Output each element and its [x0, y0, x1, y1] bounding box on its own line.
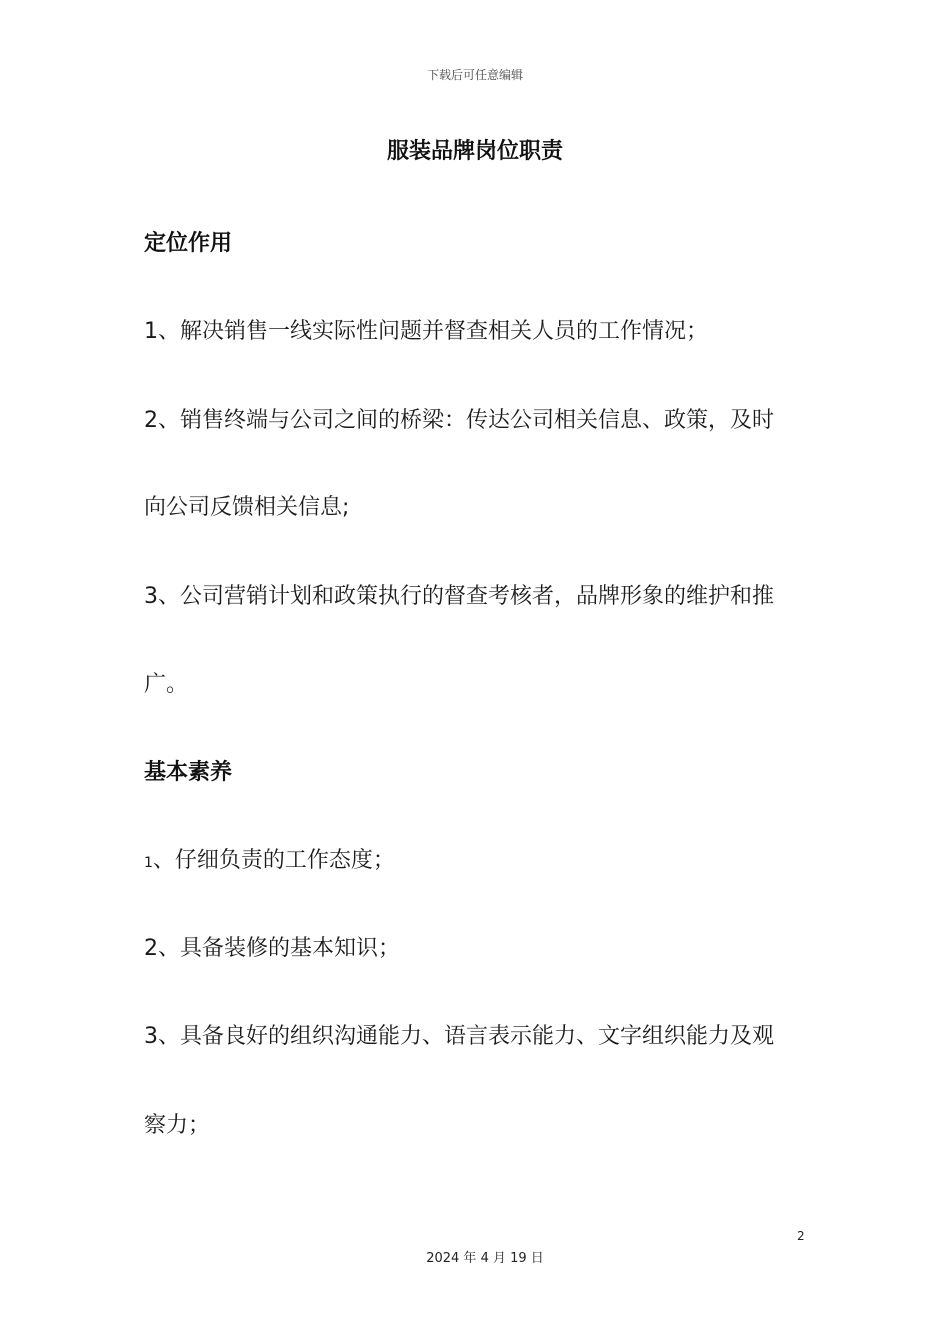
page-number: 2	[797, 1229, 805, 1243]
paragraph-line: 察力；	[144, 1113, 211, 1138]
header-note: 下载后可任意编辑	[426, 68, 523, 82]
paragraph-line: 1、解决销售一线实际性问题并督查相关人员的工作情况；	[144, 319, 708, 344]
paragraph-line: 2、销售终端与公司之间的桥梁：传达公司相关信息、政策，及时	[144, 408, 774, 433]
paragraph-line: 3、公司营销计划和政策执行的督查考核者，品牌形象的维护和推	[144, 584, 774, 609]
document-title: 服装品牌岗位职责	[386, 139, 563, 164]
paragraph-line: 向公司反馈相关信息;	[144, 495, 350, 520]
list-number: 1	[144, 855, 153, 871]
section-heading-positioning: 定位作用	[144, 231, 233, 256]
paragraph-text: 、仔细负责的工作态度；	[152, 848, 395, 873]
paragraph-line	[144, 843, 814, 874]
paragraph-line: 广。	[144, 672, 189, 697]
footer-date: 2024 年 4 月 19 日	[426, 1251, 544, 1266]
section-heading-basic-qualities: 基本素养	[144, 760, 233, 785]
paragraph-line: 2、具备装修的基本知识；	[144, 936, 400, 961]
paragraph-line: 3、具备良好的组织沟通能力、语言表示能力、文字组织能力及观	[144, 1024, 774, 1049]
